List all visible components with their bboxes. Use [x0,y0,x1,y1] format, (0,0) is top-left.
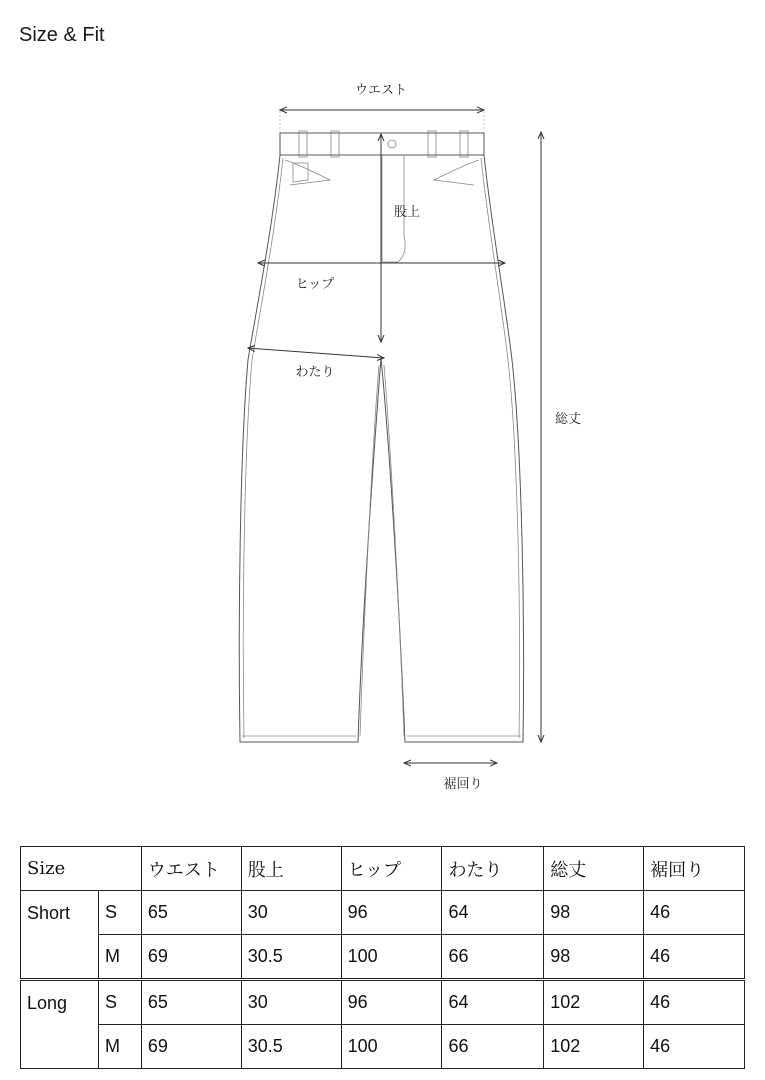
header-size: Size [21,847,142,891]
table-cell: 64 [442,891,544,935]
table-cell: 30.5 [241,935,341,980]
table-cell: 30.5 [241,1025,341,1069]
button-icon [388,140,396,148]
table-cell: 98 [544,935,644,980]
table-cell: 30 [241,980,341,1025]
waistband [280,111,484,157]
group-label: Long [21,980,99,1069]
table-header-row [21,847,745,891]
thigh-label: わたり [295,365,335,380]
table-cell: 100 [341,1025,442,1069]
table-cell: 46 [644,891,745,935]
group-label: Short [21,891,99,980]
table-cell: 102 [544,980,644,1025]
table-cell: 96 [341,980,442,1025]
table-cell: 100 [341,935,442,980]
header-hip: ヒップ [341,847,442,891]
table-cell: 46 [644,1025,745,1069]
table-cell: 69 [141,935,241,980]
size-cell: M [98,1025,141,1069]
table-cell: 30 [241,891,341,935]
table-cell: 66 [442,935,544,980]
table-cell: 66 [442,1025,544,1069]
table-row [21,1025,745,1069]
pocket-left [285,160,330,185]
table-cell: 96 [341,891,442,935]
size-cell: S [98,980,141,1025]
rise-label: 股上 [393,205,421,220]
size-cell: M [98,935,141,980]
size-cell: S [98,891,141,935]
table-cell: 65 [141,980,241,1025]
table-cell: 46 [644,935,745,980]
length-label: 総丈 [554,412,582,427]
table-cell: 98 [544,891,644,935]
hem-label: 裾回り [443,777,483,792]
header-length: 総丈 [544,847,644,891]
header-thigh: わたり [442,847,544,891]
table-cell: 102 [544,1025,644,1069]
table-row [21,980,745,1025]
table-cell: 46 [644,980,745,1025]
size-table [20,846,745,1069]
header-hem: 裾回り [644,847,745,891]
table-cell: 64 [442,980,544,1025]
header-waist: ウエスト [141,847,241,891]
page-title: Size & Fit [19,24,105,46]
table-row [21,891,745,935]
hip-label: ヒップ [295,277,335,292]
table-row [21,935,745,980]
waist-label: ウエスト [354,83,408,98]
table-cell: 69 [141,1025,241,1069]
header-rise: 股上 [241,847,341,891]
pocket-right [434,160,479,185]
table-cell: 65 [141,891,241,935]
